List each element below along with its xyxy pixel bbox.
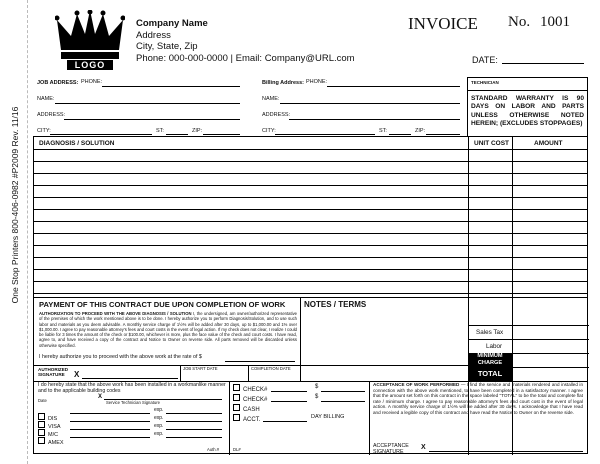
contract-title: PAYMENT OF THIS CONTRACT DUE UPON COMPLETION OF WORK: [39, 300, 286, 309]
checkbox[interactable]: [233, 404, 240, 411]
acceptance-text: [373, 382, 583, 416]
job-st-label: ST:: [156, 128, 164, 134]
job-start-label: JOB START DATE: [183, 366, 218, 371]
total-label: TOTAL: [468, 367, 512, 381]
card-row-mc[interactable]: [38, 423, 64, 438]
exp-field-1[interactable]: [166, 413, 222, 414]
exp-label-4: exp.: [154, 431, 164, 437]
billing-zip-field[interactable]: [426, 134, 460, 135]
authorized-signature-x: X: [74, 370, 80, 379]
authorized-signature-field[interactable]: [82, 378, 178, 379]
card-list: [38, 407, 64, 446]
printer-credit: One Stop Printers 800-406-0982 #P2009 Rev. 11/16: [10, 106, 20, 304]
acct-row[interactable]: [233, 414, 260, 423]
job-zip-label: ZIP:: [192, 128, 203, 134]
acceptance-signature-label: ACCEPTANCE SIGNATURE: [373, 443, 409, 455]
card-label: AMEX: [48, 440, 64, 446]
checkbox[interactable]: [38, 437, 45, 444]
warranty-box: [467, 77, 588, 136]
invoice-no-label: No.: [508, 14, 531, 30]
contract-body: [39, 311, 297, 348]
company-block: [136, 18, 355, 64]
billing-name-field[interactable]: [280, 103, 460, 104]
acceptance-section: [369, 381, 589, 455]
job-address-label: JOB ADDRESS:: [37, 80, 79, 86]
billing-name-label: NAME:: [262, 96, 280, 102]
billing-address-field[interactable]: [289, 119, 460, 120]
labor-label: Labor: [486, 343, 503, 350]
authorized-signature-label: AUTHORIZED SIGNATURE: [38, 367, 69, 377]
payment-method-section: [229, 381, 370, 455]
card-label: VISA: [48, 424, 61, 430]
exp-field-4[interactable]: [166, 437, 222, 438]
check2-row[interactable]: [233, 394, 267, 403]
acceptance-body: — I find the service and materials rendered and installed in connection with the above work mentioned, to have been completed in a satisfactory manner. I agree that the amount set forth on this contract in the space labeled "TOTAL" to be the total and complete flat rate / minimum charge. I agree to pay reasonable attorney's fees and court cost in the event of legal action. A monthly service charge of 1½% will be added after 30 days. I acknowledge that I have read and received a legible copy of this contract and have read the Notice to Owner on the reverse side.: [373, 382, 583, 415]
acct-field[interactable]: [263, 421, 307, 422]
company-city: City, State, Zip: [136, 41, 198, 52]
warranty-text: STANDARD WARRANTY IS 90 DAYS ON LABOR AND PARTS UNLESS OTHERWISE NOTED HEREIN; (EXCLUDES STOPPAGES): [471, 95, 584, 128]
unit-cost-header: UNIT COST: [474, 140, 510, 147]
rate-label: I hereby authorize you to proceed with the above work at the rate of $: [39, 354, 202, 360]
billing-city-label: CITY:: [262, 128, 276, 134]
check2-field[interactable]: [271, 401, 307, 402]
check2-amount-field[interactable]: [321, 401, 365, 402]
job-name-label: NAME:: [37, 96, 55, 102]
tech-signature-label: Service Technician Signature: [106, 400, 160, 405]
card-number-field-2[interactable]: [70, 421, 150, 422]
date-small-label: Date: [38, 398, 47, 403]
sales-tax-label: Sales Tax: [476, 329, 504, 336]
exp-field-3[interactable]: [166, 429, 222, 430]
auth-label: Auth.#: [207, 447, 220, 452]
job-city-label: CITY:: [37, 128, 51, 134]
cash-label: CASH: [243, 407, 260, 413]
day-billing-label: DAY BILLING: [311, 414, 345, 420]
check1-field[interactable]: [271, 391, 307, 392]
billing-st-label: ST:: [379, 128, 387, 134]
dl-label: DL#: [233, 447, 241, 452]
job-address-field[interactable]: [64, 119, 240, 120]
tech-signature-x: X: [98, 394, 103, 400]
installed-statement: I do hereby state that the above work has been installed in a workmanlike manner and to the applicable building codes: [38, 382, 226, 394]
check1-amount-field[interactable]: [321, 391, 365, 392]
card-row-visa[interactable]: [38, 415, 64, 430]
exp-label-2: exp.: [154, 415, 164, 421]
date-field[interactable]: [502, 63, 584, 64]
acceptance-signature-x: X: [421, 444, 426, 451]
perforation-line: [27, 0, 28, 464]
payment-section: [34, 381, 230, 455]
invoice-title: INVOICE: [408, 14, 478, 33]
rate-field[interactable]: [225, 361, 295, 362]
billing-address-label: Billing Address:: [262, 80, 304, 86]
job-phone-field[interactable]: [102, 86, 240, 87]
contract-section: [34, 297, 301, 365]
acceptance-signature-field[interactable]: [429, 451, 583, 452]
checkbox[interactable]: [233, 384, 240, 391]
job-city-field[interactable]: [50, 134, 152, 135]
company-address: Address: [136, 29, 171, 41]
exp-label-3: exp.: [154, 423, 164, 429]
company-name: Company Name: [136, 18, 208, 29]
checkbox[interactable]: [233, 394, 240, 401]
card-number-field-1[interactable]: [70, 413, 150, 414]
minimum-charge-label: MINIMUM CHARGE: [468, 353, 512, 367]
crown-icon: [55, 10, 125, 60]
check1-dollar: $: [315, 384, 319, 390]
technician-label: TECHNICIAN: [471, 80, 499, 85]
totals-section: [468, 297, 589, 381]
check2-label: CHECK#: [243, 397, 268, 403]
company-contact: Phone: 000-000-0000 | Email: Company@URL.com: [136, 52, 355, 64]
card-row-amex[interactable]: [38, 431, 64, 446]
check1-label: CHECK#: [243, 387, 268, 393]
job-zip-field[interactable]: [203, 134, 240, 135]
notes-section[interactable]: [300, 297, 468, 365]
logo: [55, 10, 125, 72]
invoice-number: 1001: [540, 14, 570, 30]
check1-row[interactable]: [233, 384, 267, 393]
card-number-field-3[interactable]: [70, 429, 150, 430]
notes-title: NOTES / TERMS: [304, 300, 367, 309]
date-label: DATE:: [472, 55, 498, 65]
billing-city-field[interactable]: [275, 134, 375, 135]
invoice-table: [33, 136, 588, 454]
card-label: M/C: [48, 432, 59, 438]
billing-phone-field[interactable]: [327, 86, 460, 87]
job-phone-label: PHONE:: [81, 79, 103, 85]
logo-text: LOGO: [67, 60, 113, 70]
cash-row[interactable]: [233, 404, 260, 413]
completion-label: COMPLETION DATE: [251, 366, 291, 371]
authorization-row: [34, 365, 468, 381]
billing-phone-label: PHONE:: [306, 79, 328, 85]
billing-address-street-label: ADDRESS:: [262, 112, 291, 118]
billing-st-field[interactable]: [389, 134, 411, 135]
contract-body-bold: AUTHORIZATION TO PROCEED WITH THE ABOVE DIAGNOSIS / SOLUTION: [39, 311, 192, 316]
card-label: DIS: [48, 416, 58, 422]
job-address-street-label: ADDRESS:: [37, 112, 66, 118]
diagnosis-header: DIAGNOSIS / SOLUTION: [39, 140, 115, 147]
check2-dollar: $: [315, 394, 319, 400]
card-row-dis[interactable]: [38, 407, 64, 422]
acct-label: ACCT.: [243, 417, 261, 423]
job-name-field[interactable]: [55, 103, 240, 104]
exp-label-1: exp.: [154, 407, 164, 413]
acceptance-bold: ACCEPTANCE OF WORK PERFORMED: [373, 382, 460, 387]
billing-zip-label: ZIP:: [415, 128, 426, 134]
card-number-field-4[interactable]: [70, 437, 150, 438]
job-st-field[interactable]: [166, 134, 188, 135]
contract-body-text: I, the undersigned, am owner/authorized representative of the premises of which the work mentioned above is to be done. I hereby authorize you to perform Diagnosis/Solution, and to use such labor and materials as you deem advisable. A monthly service charge of 1½% will be added after 30 days, up to $1,000.00 and 1% over $1,000.00. I agree to pay reasonable attorney's fees and court costs in the event of legal action. If my check does not clear, I realize I could be liable for 3 times the amount of the check or $100.00, whichever is more, plus the face value of the check and court costs. I have read, agree to, and have received a copy of the contract and Notice to Owner on reverse side. All parts removed will be discarded unless otherwise specified.: [39, 311, 298, 348]
checkbox[interactable]: [233, 414, 240, 421]
amount-header: AMOUNT: [534, 140, 563, 147]
exp-field-2[interactable]: [166, 421, 222, 422]
